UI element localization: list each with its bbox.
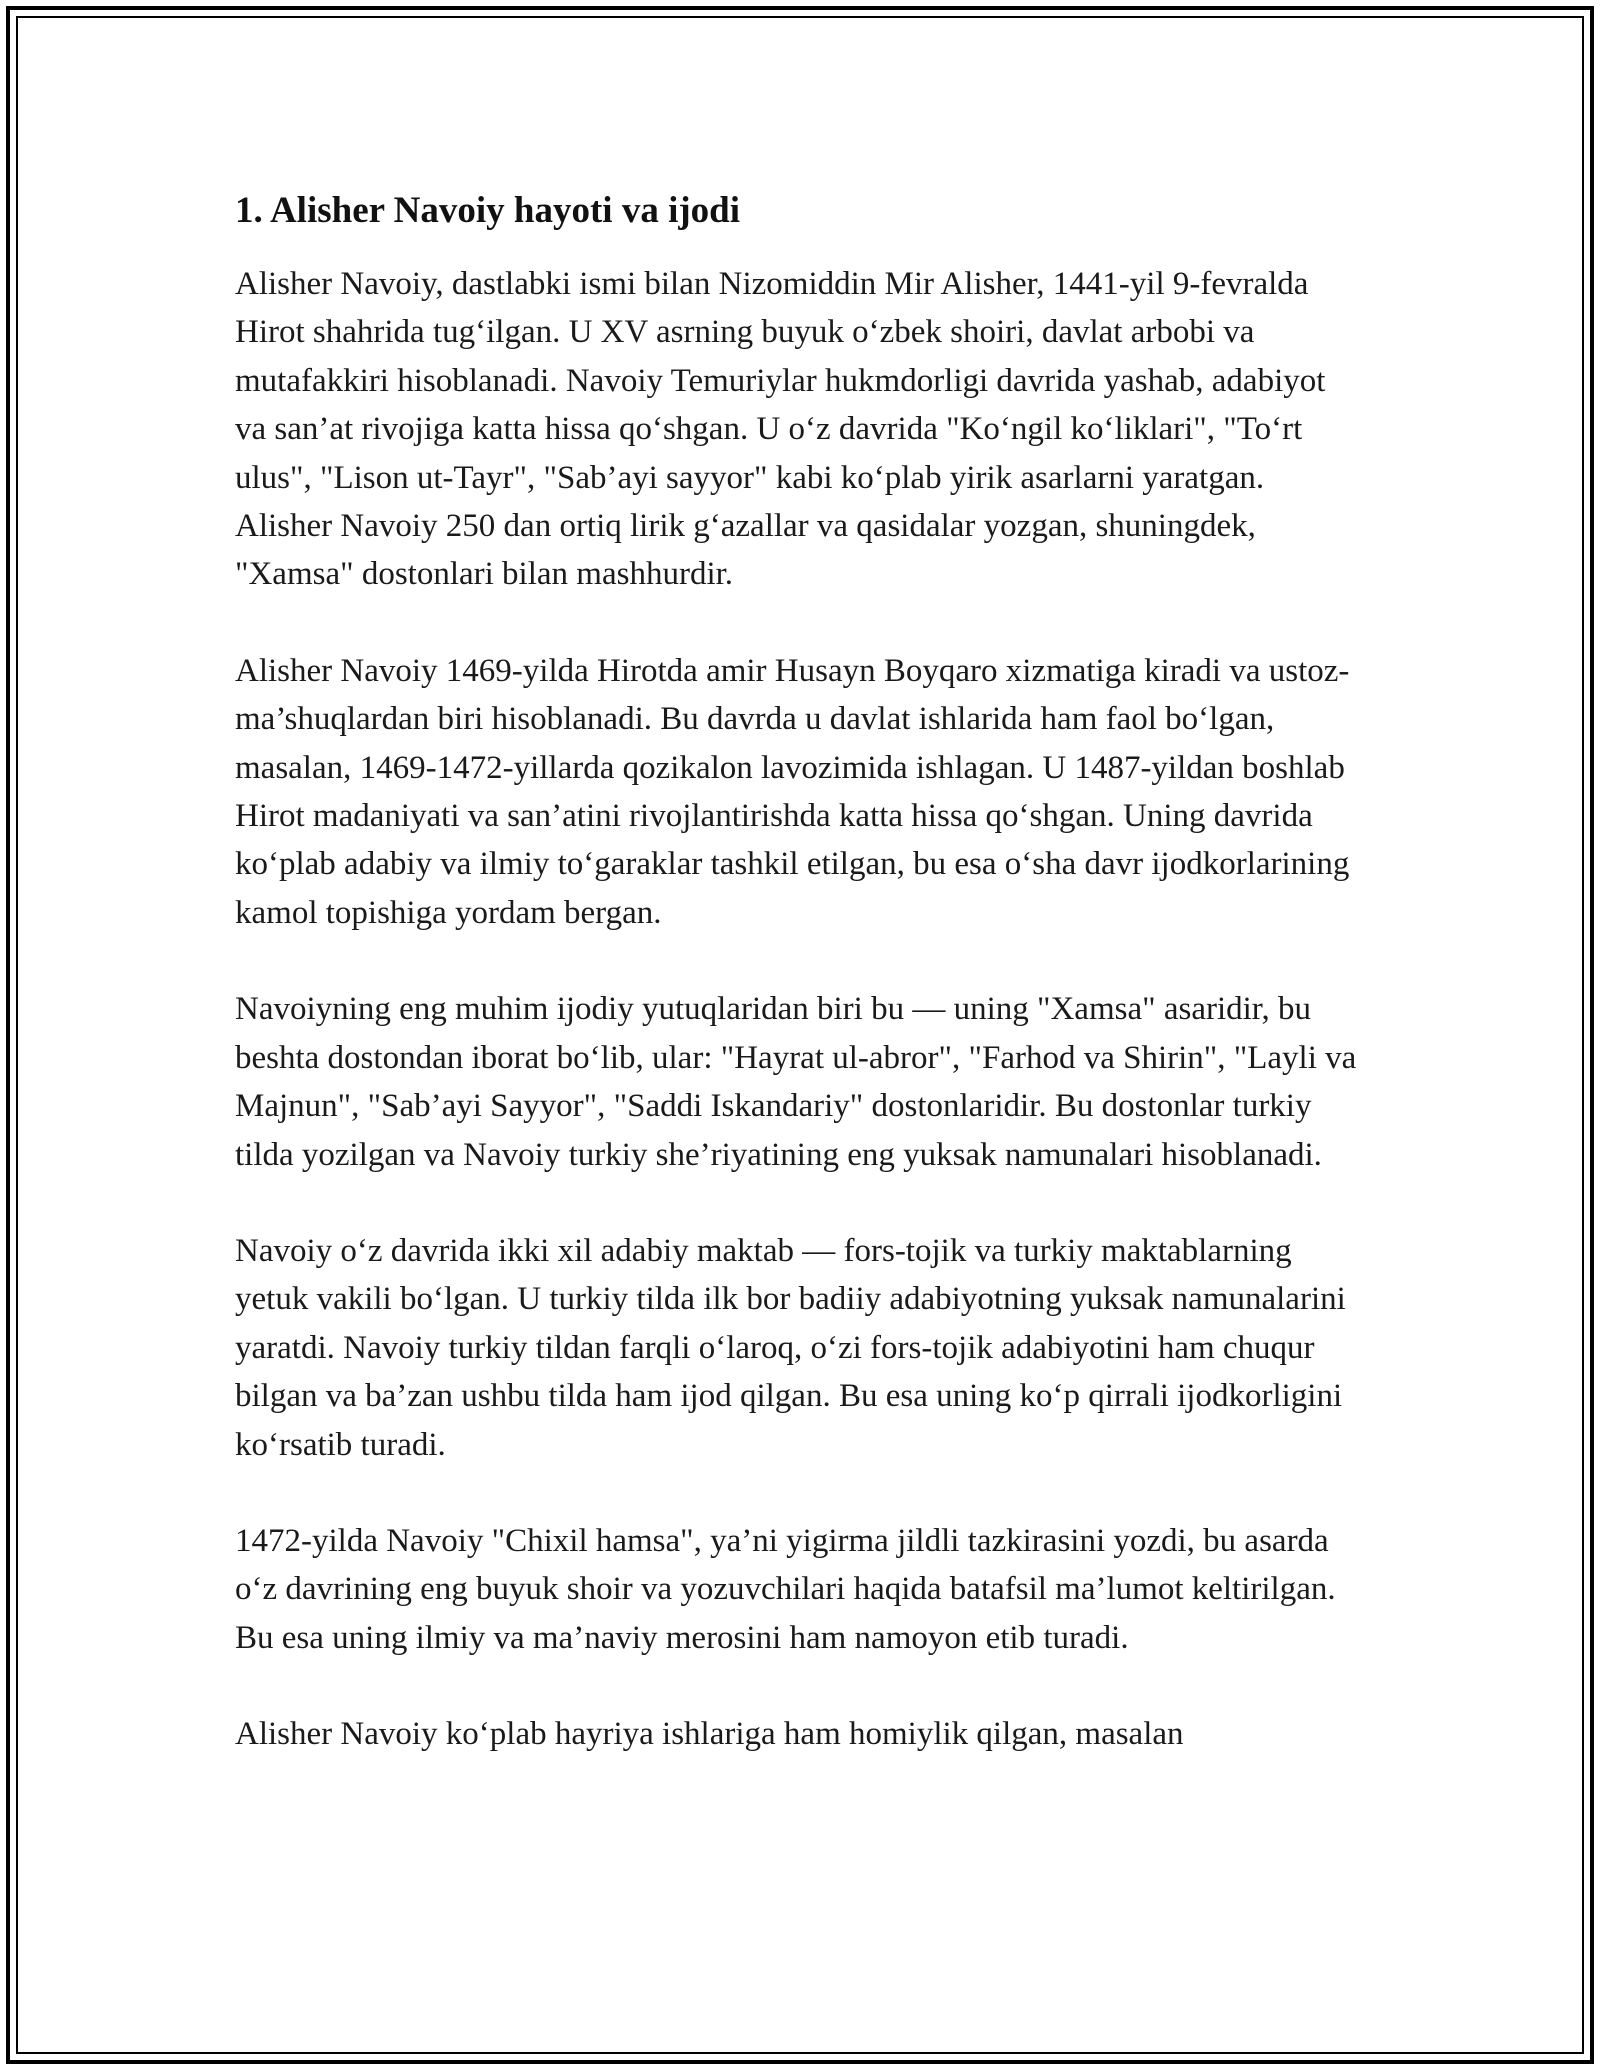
paragraph-1: Alisher Navoiy, dastlabki ismi bilan Nizomiddin Mir Alisher, 1441-yil 9-fevralda Hirot shahrida tug‘ilgan. U XV asrning buyuk o‘zbek shoiri, davlat arbobi va mutafakkiri hisoblanadi. Navoiy Temuriylar hukmdorligi davrida yashab, adabiyot va san’at rivojiga katta hissa qo‘shgan. U o‘z davrida "Ko‘ngil ko‘liklari", "To‘rt ulus", "Lison ut-Tayr", "Sab’ayi sayyor" kabi ko‘plab yirik asarlarni yaratgan. Alisher Navoiy 250 dan ortiq lirik g‘azallar va qasidalar yozgan, shuningdek, "Xamsa" dostonlari bilan mashhurdir.: [235, 266, 1326, 593]
paragraph-2: Alisher Navoiy 1469-yilda Hirotda amir Husayn Boyqaro xizmatiga kiradi va ustoz-ma’shuqlardan biri hisoblanadi. Bu davrda u davlat ishlarida ham faol bo‘lgan, masalan, 1469-1472-yillarda qozikalon lavozimida ishlagan. U 1487-yildan boshlab Hirot madaniyati va san’atini rivojlantirishda katta hissa qo‘shgan. Uning davrida ko‘plab adabiy va ilmiy to‘garaklar tashkil etilgan, bu esa o‘sha davr ijodkorlarining kamol topishiga yordam bergan.: [235, 652, 1350, 931]
paragraph-6: Alisher Navoiy ko‘plab hayriya ishlariga ham homiylik qilgan, masalan: [235, 1716, 1184, 1753]
paragraph-4: Navoiy o‘z davrida ikki xil adabiy maktab — fors-tojik va turkiy maktablarning yetuk vakili bo‘lgan. U turkiy tilda ilk bor badiiy adabiyotning yuksak namunalarini yaratdi. Navoiy turkiy tildan farqli o‘laroq, o‘zi fors-tojik adabiyotini ham chuqur bilgan va ba’zan ushbu tilda ham ijod qilgan. Bu esa uning ko‘p qirrali ijodkorligini ko‘rsatib turadi.: [235, 1232, 1346, 1463]
paragraph-3: Navoiyning eng muhim ijodiy yutuqlaridan biri bu — uning "Xamsa" asaridir, bu beshta dostondan iborat bo‘lib, ular: "Hayrat ul-abror", "Farhod va Shirin", "Layli va Majnun", "Sab’ayi Sayyor", "Saddi Iskandariy" dostonlaridir. Bu dostonlar turkiy tilda yozilgan va Navoiy turkiy she’riyatining eng yuksak namunalari hisoblanadi.: [235, 991, 1357, 1173]
section-heading: 1. Alisher Navoiy hayoti va ijodi: [235, 190, 741, 231]
document-body: [235, 188, 1360, 1807]
paragraph-5: 1472-yilda Navoiy "Chixil hamsa", ya’ni yigirma jildli tazkirasini yozdi, bu asarda o‘z davrining eng buyuk shoir va yozuvchilari haqida batafsil ma’lumot keltirilgan. Bu esa uning ilmiy va ma’naviy merosini ham namoyon etib turadi.: [235, 1522, 1336, 1656]
